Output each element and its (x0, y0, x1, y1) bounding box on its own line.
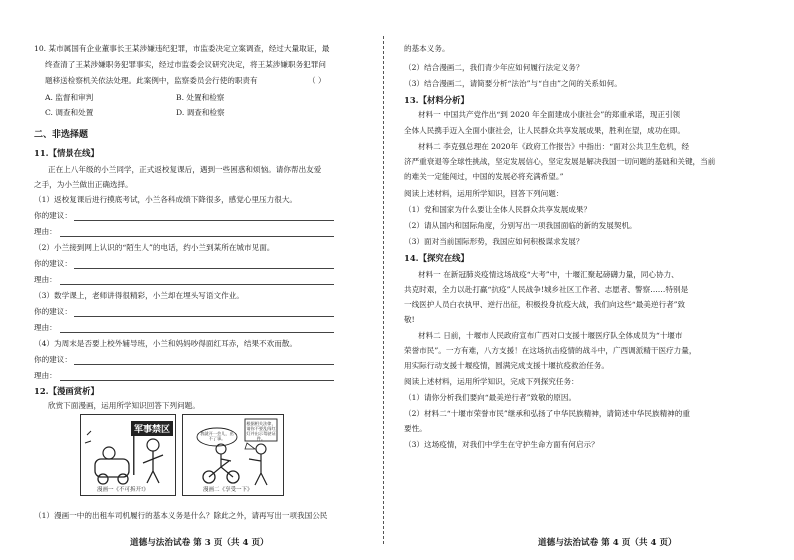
q13-question-1: （1）党和国家为什么要让全体人民群众共享发展成果？ (404, 205, 592, 214)
comic-1-sign: 军事禁区 (131, 421, 173, 436)
q14-question-2: （2）材料二“十堰市荣誉市民”继承和弘扬了中华民族精神，请简述中华民族精神的重 (404, 409, 690, 418)
q12-sub-2: （2）结合漫画二，我们青少年应如何履行法定义务？ (404, 63, 584, 72)
q11-3-suggestion-label: 你的建议： (34, 307, 72, 316)
comic-2-bubble-right: 根据相关法律，请你不要乱闯红灯并出示驾驶证件。 (246, 421, 276, 441)
q11-1-suggestion-label: 你的建议： (34, 211, 72, 220)
q11-item-1: （1）返校复课后进行摸底考试，小兰各科成绩下降很多，感觉心里压力很大。 (34, 195, 298, 204)
q11-4-reason-line[interactable] (60, 380, 334, 381)
q11-item-2: （2）小兰接到网上认识的“陌生人”的电话，约小兰到某所在城市见面。 (34, 243, 275, 252)
q14-material-2-line-2: 荣誉市民”。一方有难，八方支援！在这场抗击疫情的战斗中，广西调派精干医疗力量， (404, 346, 697, 355)
comic-2 (182, 414, 284, 496)
q11-intro-2: 之手，为小兰做出正确选择。 (34, 180, 133, 189)
q11-intro-1: 正在上八年级的小兰同学，正式返校复课后，遇到一些困惑和烦恼。请你帮出友爱 (48, 165, 322, 174)
q11-3-reason-line[interactable] (60, 332, 334, 333)
q14-prompt: 阅读上述材料，运用所学知识，完成下列探究任务： (404, 377, 579, 386)
q11-3-reason-label: 理由： (34, 323, 57, 332)
q14-question-1: （1）请你分析我们要向“最美逆行者”致敬的原因。 (404, 393, 577, 402)
q10-stem-line-1: 10. 某市属国有企业董事长王某涉嫌违纪犯罪，市监委决定立案调查，经过大量取证，最 (34, 44, 330, 53)
q13-material-1-line-2: 全体人民携手迈入全面小康社会，让人民群众共享发展成果，胜利在望，成功在即。 (404, 126, 685, 135)
comic-2-caption: 漫画二《享受一下》 (203, 487, 253, 493)
q11-2-reason-label: 理由： (34, 275, 57, 284)
q14-material-2-line-3: 用实际行动支援十堰疫情，圆满完成支援十堰抗疫救治任务。 (404, 361, 610, 370)
q12-title: 12.【漫画赏析】 (34, 386, 99, 396)
q12-continue-line: 的基本义务。 (404, 44, 450, 53)
q13-material-2-line-3: 的难关一定能闯过，中国的发展必将充满希望。” (404, 172, 564, 181)
q11-1-suggestion-line[interactable] (74, 220, 334, 221)
q11-4-suggestion-line[interactable] (74, 364, 334, 365)
q12-sub-1: （1）漫画一中的出租车司机履行的基本义务是什么？除此之外，请再写出一项我国公民 (34, 511, 328, 520)
q10-option-b: B. 处置和检察 (176, 93, 225, 102)
q10-stem-line-2: 终查清了王某涉嫌职务犯罪事实，经过市监委会议研究决定，将王某涉嫌职务犯罪问 (45, 60, 326, 69)
left-page (0, 0, 380, 560)
section-title: 二、非选择题 (34, 130, 89, 140)
q14-material-1-line-3: 一线医护人员白衣执甲、逆行出征，积极投身抗疫大战，我们向这些“最美逆行者”致 (404, 300, 686, 309)
q12-intro: 欣赏下面漫画，运用所学知识回答下列问题。 (48, 401, 200, 410)
q13-question-2: （2）请从国内和国际角度，分别写出一项我国面临的新的发展契机。 (404, 221, 637, 230)
q11-item-4: （4）为周末是否要上校外辅导班，小兰和妈妈吵得面红耳赤，结果不欢而散。 (34, 339, 298, 348)
q10-stem-line-3: 题移送检察机关依法处理。此案例中，监察委员会行使的职责有 (45, 76, 258, 85)
q14-material-2-line-1: 材料二 日前，十堰市人民政府宣布广西对口支援十堰医疗队全体成员为“十堰市 (418, 331, 683, 340)
q14-material-1-line-2: 共克时艰，全力以赴打赢“抗疫”人民战争!城乡社区工作者、志愿者、警察……特别是 (404, 285, 689, 294)
comic-1 (80, 414, 176, 496)
q14-question-3: （3）这场疫情，对我们中学生在守护生命方面有何启示？ (404, 440, 599, 449)
q13-prompt: 阅读上述材料，运用所学知识，回答下列问题： (404, 189, 564, 198)
q11-1-reason-label: 理由： (34, 227, 57, 236)
q14-question-2-cont: 要性。 (404, 424, 427, 433)
q13-material-2-line-1: 材料二 李克强总理在 2020年《政府工作报告》中指出：“面对公共卫生危机，经 (418, 142, 690, 151)
q11-title: 11.【情景在线】 (34, 148, 99, 158)
comic-1-caption: 漫画一《不可拆开!》 (97, 487, 149, 493)
q14-title: 14.【探究在线】 (404, 253, 469, 263)
right-footer: 道德与法治试卷 第 4 页（共 4 页） (538, 538, 677, 548)
q11-4-suggestion-label: 你的建议： (34, 355, 72, 364)
q12-sub-3: （3）结合漫画二，请简要分析“法治”与“自由”之间的关系如何。 (404, 79, 622, 88)
q11-2-suggestion-line[interactable] (74, 268, 334, 269)
q13-title: 13.【材料分析】 (404, 95, 469, 105)
q10-option-c: C. 调查和处置 (45, 108, 94, 117)
q13-material-1-line-1: 材料一 中国共产党作出“到 2020 年全面建成小康社会”的郑重承诺，现正引领 (418, 110, 681, 119)
q10-option-d: D. 调查和检察 (176, 108, 225, 117)
q11-4-reason-label: 理由： (34, 371, 57, 380)
q13-question-3: （3）面对当前国际形势，我国应如何积极谋求发展？ (404, 237, 584, 246)
right-page (400, 0, 794, 560)
q14-material-1-line-1: 材料一 在新冠肺炎疫情这场战疫“大考”中，十堰汇聚起磅礴力量，同心协力、 (418, 270, 679, 279)
q11-2-reason-line[interactable] (60, 284, 334, 285)
q10-option-a: A. 监督和审判 (45, 93, 94, 102)
q10-answer-bracket: （ ） (308, 76, 326, 85)
page-divider (383, 36, 384, 544)
q14-material-1-line-4: 敬! (404, 315, 415, 324)
left-footer: 道德与法治试卷 第 3 页（共 4 页） (130, 538, 269, 548)
q11-2-suggestion-label: 你的建议： (34, 259, 72, 268)
comic-2-bubble-left: 我就开一会儿，出不了事。 (200, 431, 234, 441)
q11-3-suggestion-line[interactable] (74, 316, 334, 317)
q13-material-2-line-2: 济严重衰退等全球性挑战，坚定发展信心，坚定发展是解决我国一切问题的基础和关键，当前 (404, 157, 716, 166)
q11-1-reason-line[interactable] (60, 236, 334, 237)
q11-item-3: （3）数学课上，老师讲得很精彩，小兰却在埋头写语文作业。 (34, 291, 244, 300)
